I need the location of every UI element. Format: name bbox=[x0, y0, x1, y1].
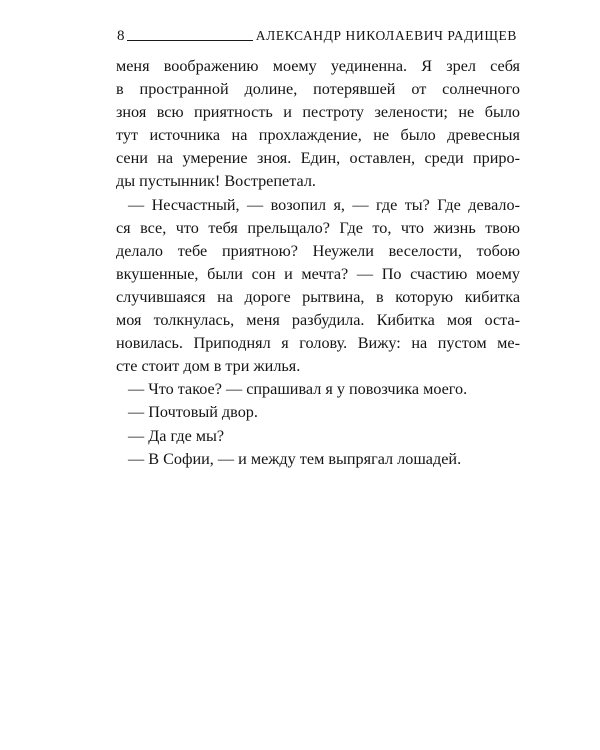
running-title: АЛЕКСАНДР НИКОЛАЕВИЧ РАДИЩЕВ bbox=[255, 28, 517, 43]
text-line: сте стоит дом в три жилья. bbox=[116, 357, 301, 376]
dialogue-line: — Что такое? — спрашивал я у повозчика моего. bbox=[128, 380, 468, 399]
text-line: — Несчастный, — возопил я, — где ты? Где девало- bbox=[128, 195, 520, 214]
text-line: случившаяся на дороге рытвина, в которую кибитка bbox=[116, 287, 520, 306]
text-body bbox=[116, 55, 520, 471]
header-rule bbox=[127, 40, 253, 41]
dialogue-line: — В Софии, — и между тем выпрягал лошадей. bbox=[128, 449, 462, 468]
text-line: сени на умерение зноя. Един, оставлен, среди приро- bbox=[116, 149, 520, 168]
page-number: 8 bbox=[117, 28, 125, 44]
text-line: в пространной долине, потерявшей от солнечного bbox=[116, 80, 520, 99]
text-line: новилась. Приподнял я голову. Вижу: на пустом ме- bbox=[116, 334, 520, 353]
text-line: тут источника на прохлаждение, не было древесныя bbox=[116, 126, 520, 145]
text-line: меня воображению моему уединенна. Я зрел себя bbox=[116, 57, 520, 75]
running-head bbox=[117, 22, 517, 44]
text-line: ся все, что тебя прельщало? Где то, что жизнь твою bbox=[116, 218, 520, 237]
text-line: делало тебе приятною? Неужели веселости, тобою bbox=[116, 241, 520, 260]
text-line: зноя всю приятность и пестроту зелености; не было bbox=[116, 103, 520, 122]
text-line: ды пустынник! Вострепетал. bbox=[116, 172, 316, 191]
dialogue-line: — Почтовый двор. bbox=[128, 403, 258, 422]
text-line: вкушенные, были сон и мечта? — По счастию моему bbox=[116, 264, 520, 283]
dialogue-line: — Да где мы? bbox=[128, 426, 225, 445]
text-line: моя толкнулась, меня разбудила. Кибитка моя оста- bbox=[116, 311, 520, 330]
